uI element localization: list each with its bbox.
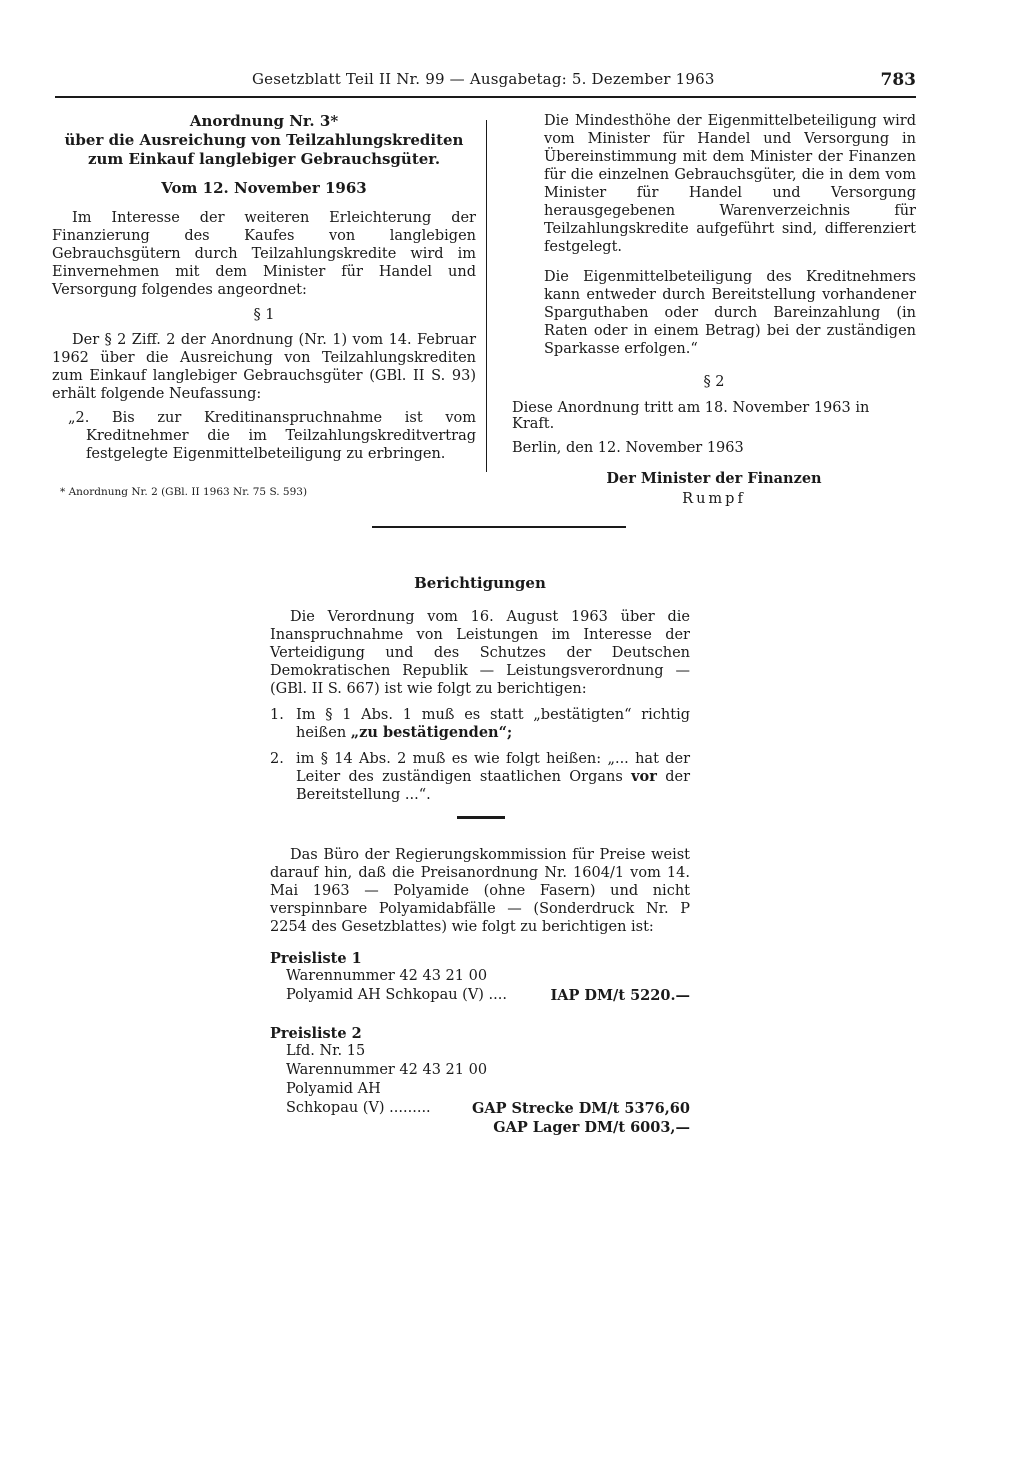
preisliste-2-location: Schkopau (V) .........: [286, 1100, 431, 1116]
signatory-name: Rumpf: [682, 491, 746, 507]
preisliste-2-price-strecke: GAP Strecke DM/t 5376,60: [471, 1100, 690, 1117]
column-divider: [486, 120, 487, 472]
preisliste-2-line: [286, 1080, 690, 1099]
section-separator: [372, 526, 626, 528]
right-column: [512, 112, 916, 507]
preisliste-1-line: [286, 986, 690, 1005]
preisliste-2-lfd-nr: Lfd. Nr. 15: [286, 1043, 366, 1059]
page-number: 783: [880, 70, 916, 90]
continuation-paragraph-1: Die Mindesthöhe der Eigenmittelbeteiligung wird vom Minister für Handel und Versorgung in Übereinstimmung mit dem Minister der Finanzen für die einzelnen Gebrauchsgüter, die in dem vom Minister für Handel und Versorgung herausgegebenen Warenverzeichnis für Teilzahlungskredite aufgeführt sind, differenziert festgelegt.: [544, 113, 916, 255]
preisliste-1-item: Polyamid AH Schkopau (V) ....: [286, 987, 507, 1003]
header-title: Gesetzblatt Teil II Nr. 99 — Ausgabetag: 5. Dezember 1963: [252, 70, 715, 88]
correction-text: Im § 1 Abs. 1 muß es statt „bestätigten“ richtig heißen: [296, 707, 690, 741]
short-separator: [457, 816, 505, 819]
correction-text: im § 14 Abs. 2 muß es wie folgt heißen: „... hat der Leiter des zuständigen staatlichen Organs: [296, 751, 690, 785]
correction-bold-text: „zu bestätigenden“;: [350, 724, 513, 741]
preisliste-2-product: Polyamid AH: [286, 1081, 381, 1097]
preisliste-2-line: [286, 1118, 690, 1137]
preise-block: [270, 846, 690, 1137]
preisliste-1-price: IAP DM/t 5220.—: [550, 987, 690, 1004]
signatory-title: Der Minister der Finanzen: [606, 470, 822, 487]
page-header: [52, 70, 916, 94]
footnote: * Anordnung Nr. 2 (GBl. II 1963 Nr. 75 S. 593): [60, 486, 308, 498]
header-rule: [55, 96, 916, 98]
correction-number: 1.: [270, 707, 284, 723]
correction-item-1: [270, 706, 690, 742]
spacer: [270, 1005, 690, 1011]
berichtigungen-title: Berichtigungen: [414, 574, 546, 592]
preisliste-1-warennummer: Warennummer 42 43 21 00: [286, 968, 488, 984]
continuation-paragraph-2: Die Eigenmittelbeteiligung des Kreditnehmers kann entweder durch Bereitstellung vorhandener Sparguthaben oder durch Bareinzahlung (in Raten oder in einem Betrag) bei der zuständigen Sparkasse erfolgen.“: [544, 269, 916, 357]
preamble-paragraph: Im Interesse der weiteren Erleichterung der Finanzierung des Kaufes von langlebigen Gebrauchsgütern durch Teilzahlungskredite wird im Einvernehmen mit dem Minister für Handel und Versorgung folgendes angeordnet:: [52, 210, 476, 298]
place-date: Berlin, den 12. November 1963: [512, 440, 744, 456]
correction-bold-text: vor: [631, 768, 657, 785]
effective-date-text: Diese Anordnung tritt am 18. November 1963 in Kraft.: [512, 400, 870, 432]
section-1-heading: § 1: [253, 307, 275, 323]
anordnung-title-line-2: über die Ausreichung von Teilzahlungskrediten: [64, 131, 464, 149]
preisliste-2-price-lager: GAP Lager DM/t 6003,—: [493, 1119, 690, 1136]
preise-intro: Das Büro der Regierungskommission für Preise weist darauf hin, daß die Preisanordnung Nr. 1604/1 vom 14. Mai 1963 — Polyamide (ohne Fasern) und nicht verspinnbare Polyamidabfälle — (Sonderdruck Nr. P 2254 des Gesetzblattes) wie folgt zu berichtigen ist:: [270, 847, 690, 935]
preisliste-1-line: [286, 967, 690, 986]
correction-number: 2.: [270, 751, 284, 767]
preisliste-1-title: Preisliste 1: [270, 950, 362, 967]
anordnung-title: [52, 112, 476, 169]
correction-item-2: [270, 750, 690, 804]
left-column: [52, 112, 476, 498]
anordnung-title-line-1: Anordnung Nr. 3*: [189, 112, 339, 130]
section-2-heading: § 2: [703, 374, 725, 390]
preisliste-2-line: [286, 1042, 690, 1061]
preisliste-2-line: [286, 1099, 690, 1118]
correction-text-end: der Bereitstellung ...“.: [296, 769, 691, 803]
preisliste-2-warennummer: Warennummer 42 43 21 00: [286, 1062, 488, 1078]
section-1-paragraph: Der § 2 Ziff. 2 der Anordnung (Nr. 1) vom 14. Februar 1962 über die Ausreichung von Teilzahlungskrediten zum Einkauf langlebiger Gebrauchsgüter (GBl. II S. 93) erhält folgende Neufassung:: [52, 332, 476, 402]
quoted-amendment: „2. Bis zur Kreditinanspruchnahme ist vom Kreditnehmer die im Teilzahlungskreditvertrag festgelegte Eigenmittelbeteiligung zu erbringen.: [68, 410, 476, 462]
preisliste-2-line: [286, 1061, 690, 1080]
anordnung-title-line-3: zum Einkauf langlebiger Gebrauchsgüter.: [87, 150, 441, 168]
berichtigungen-intro: Die Verordnung vom 16. August 1963 über die Inanspruchnahme von Leistungen im Interesse der Verteidigung und des Schutzes der Deutschen Demokratischen Republik — Leistungsverordnung — (GBl. II S. 667) ist wie folgt zu berichtigen:: [270, 609, 690, 697]
anordnung-date: Vom 12. November 1963: [161, 179, 367, 197]
preisliste-2-title: Preisliste 2: [270, 1025, 362, 1042]
berichtigungen-block: [270, 574, 690, 804]
